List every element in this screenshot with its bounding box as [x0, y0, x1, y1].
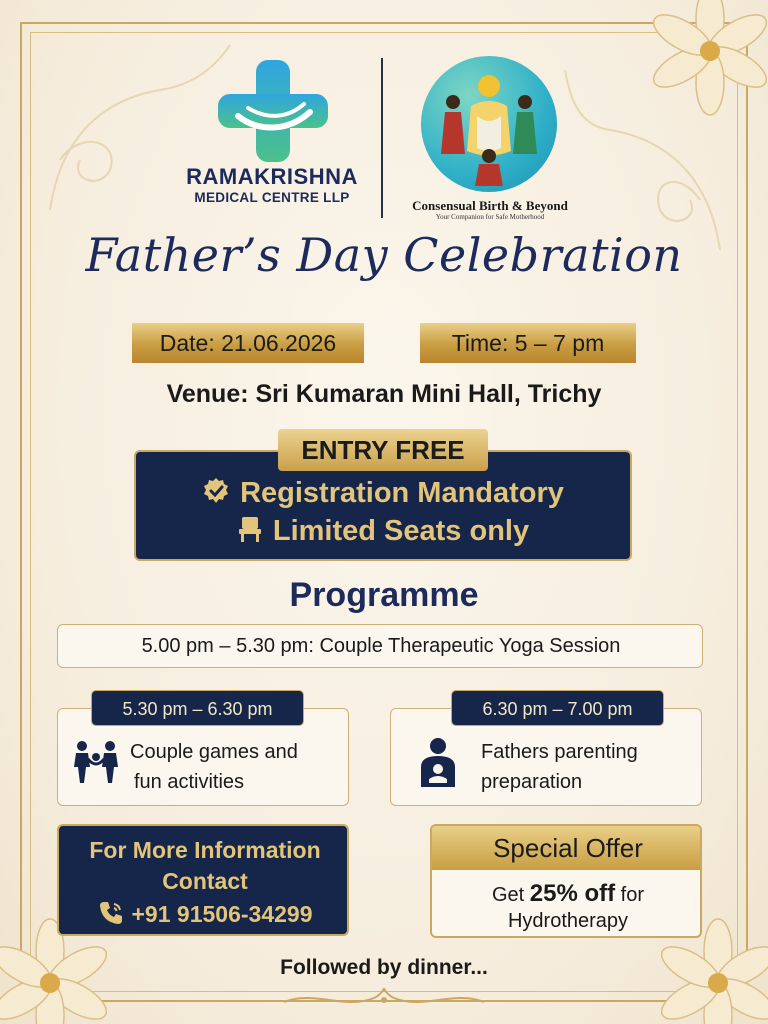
contact-box [57, 824, 349, 936]
offer-line-1-pre: Get [491, 884, 530, 906]
session-1-text: 5.00 pm – 5.30 pm: Couple Therapeutic Yoga Session [141, 635, 621, 657]
registration-line [134, 477, 632, 510]
org1-subtitle: MEDICAL CENTRE LLP [194, 190, 350, 205]
logo-divider [381, 58, 383, 218]
dinner-note: Followed by dinner... [280, 956, 488, 979]
offer-discount: 25% off [529, 880, 616, 907]
programme-title: Programme [289, 576, 479, 614]
parent-baby-icon [417, 737, 459, 787]
contact-line-1: For More Information [89, 837, 321, 863]
session-3-line1: Fathers parenting [481, 741, 638, 763]
time-badge: Time: 5 – 7 pm [420, 323, 636, 363]
bottom-ornament [284, 984, 484, 1010]
contact-phone-number[interactable]: +91 91506-34299 [131, 901, 313, 927]
session-2-time: 5.30 pm – 6.30 pm [91, 690, 304, 726]
consensual-birth-logo [421, 56, 557, 192]
phone-icon [98, 900, 124, 926]
session-2-line1: Couple games and [130, 741, 298, 763]
mother-figures-icon [421, 56, 557, 192]
chair-icon [237, 515, 263, 543]
seats-text: Limited Seats only [272, 515, 530, 547]
check-badge-icon [202, 477, 230, 505]
seats-line [134, 515, 632, 548]
offer-line-1-post: for [615, 884, 645, 906]
medical-cross-logo-icon [218, 60, 328, 162]
offer-line-2: Hydrotherapy [507, 910, 629, 932]
org1-name: RAMAKRISHNA [186, 164, 358, 189]
date-badge: Date: 21.06.2026 [132, 323, 364, 363]
org2-name: Consensual Birth & Beyond [412, 198, 568, 213]
offer-title: Special Offer [432, 826, 702, 870]
entry-free-badge: ENTRY FREE [278, 429, 488, 471]
org2-tagline: Your Companion for Safe Motherhood [435, 213, 545, 221]
event-title: Father’s Day Celebration [85, 228, 683, 282]
contact-phone-row[interactable] [59, 900, 351, 928]
offer-line-1 [432, 880, 702, 908]
registration-text: Registration Mandatory [240, 477, 564, 509]
session-3-line2: preparation [481, 771, 583, 793]
session-2-line2: fun activities [134, 771, 245, 793]
special-offer-box [430, 824, 702, 938]
couple-holding-baby-icon [72, 739, 120, 785]
session-1-card [57, 624, 703, 668]
venue-text: Venue: Sri Kumaran Mini Hall, Trichy [166, 380, 602, 408]
contact-line-2: Contact [162, 868, 248, 894]
flower-icon [640, 0, 768, 116]
session-3-time: 6.30 pm – 7.00 pm [451, 690, 664, 726]
